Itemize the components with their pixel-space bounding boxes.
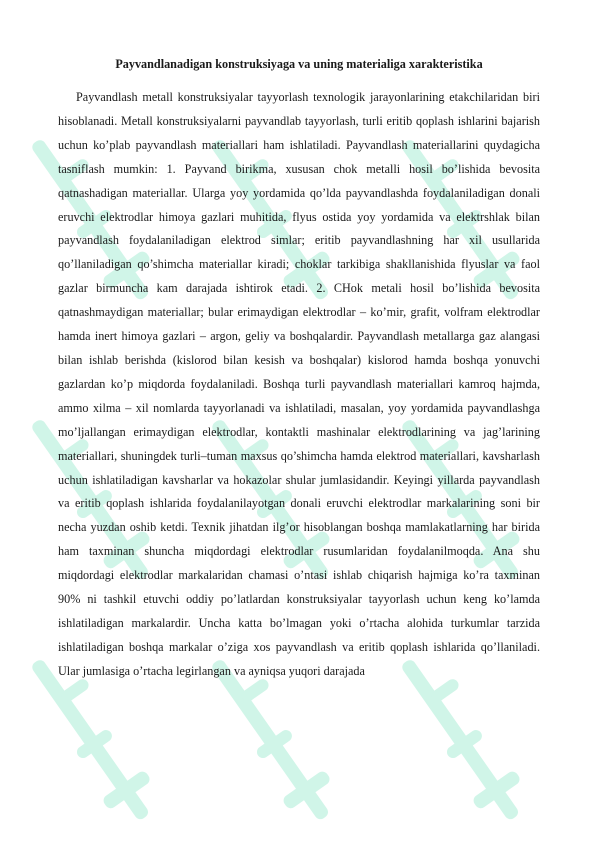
document-content [58,56,540,684]
document-title: Payvandlanadigan konstruksiyaga va uning materialiga xarakteristika [115,57,483,71]
document-paragraph: Payvandlash metall konstruksiyalar tayyorlash texnologik jarayonlarining etakchilaridan biri hisoblanadi. Metall konstruksiyalarni payvandlab tayyorlash, turli eritib qoplash ishlarini bajarish uchun ko’plab payvandlash materiallari ham ishlatiladi. Payvandlash materiallarini quydagicha tasniflash mumkin: 1. Payvand birikma, xususan chok metalli hosil bo’lishida bevosita qatnashadigan materiallar. Ularga yoy yordamida qo’lda payvandlashda foydalaniladigan donali eruvchi elektrodlar himoya gazlari muhitida, flyus ostida yoy yordamida va elektrshlak bilan payvandlash foydalaniladigan elektrod simlar; eritib payvandlashning har xil usullarida qo’llaniladigan qo’shimcha materiallar kiradi; choklar tarkibiga shakllanishida flyuslar va faol gazlar birmuncha kam darajada ishtirok etadi. 2. CHok metali hosil bo’lishida bevosita qatnashmaydigan materiallar; bular erimaydigan elektrodlar – ko’mir, grafit, volfram elektrodlar hamda inert himoya gazlari – argon, geliy va boshqalardir. Payvandlash metallarga gaz alangasi bilan ishlab berishda (kislorod bilan kesish va boshqalar) kislorod hamda boshqa yonuvchi gazlardan ko’p miqdorda foydalaniladi. Boshqa turli payvandlash materiallari kamroq hajmda, ammo xilma – xil nomlarda tayyorlanadi va ishlatiladi, masalan, yoy yordamida payvandlashga mo’ljallangan erimaydigan elektrodlar, kontaktli mashinalar elektrodlarining va jag’larining materiallari, shuningdek turli–tuman maxsus qo’shimcha hamda elektrod materiallari, kavsharlash uchun ishlatiladigan kavsharlar va hokazolar shular jumlasidandir. Keyingi yillarda payvandlash va eritib qoplash ishlarida foydalanilayotgan donali eruvchi elektrodlar markalarining soni bir necha yuzdan oshib ketdi. Texnik jihatdan ilg’or hisoblangan boshqa mamlakatlarning har birida ham taxminan shuncha miqdordagi elektrodlar rusumlaridan foydalanilmoqda. Ana shu miqdordagi elektrodlar markalaridan chamasi o’ntasi ishlab chiqarish hajmiga ko’ra taxminan 90% ni tashkil etuvchi oddiy po’latlardan konstruksiyalar tayyorlash uchun keng ko’lamda ishlatiladigan markalardir. Uncha katta bo’lmagan yoki o’rtacha alohida turkumlar tarzida ishlatiladigan boshqa markalar o’ziga xos payvandlash va eritib qoplash ishlarida qo’llaniladi. Ular jumlasiga o’rtacha legirlangan va ayniqsa yuqori darajada [58,90,540,678]
